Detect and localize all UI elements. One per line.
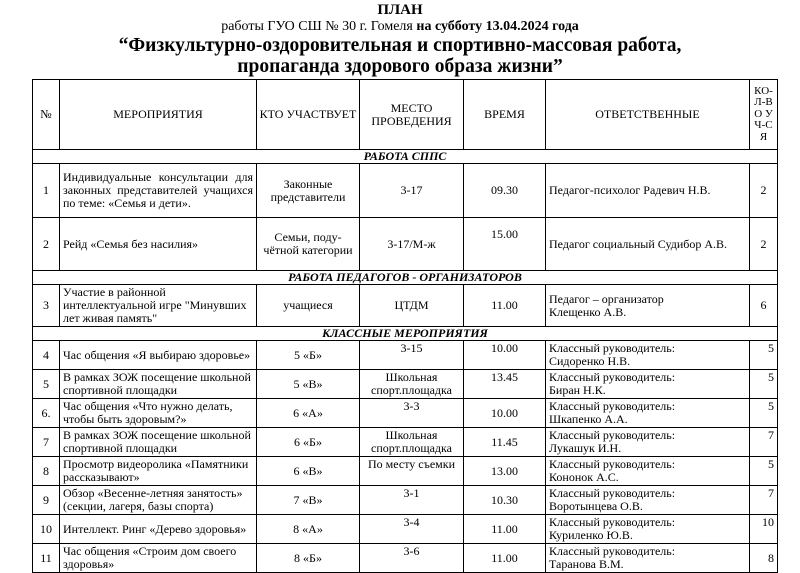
row-place: 3-4 <box>360 515 464 544</box>
row-responsible <box>546 544 750 573</box>
row-responsible <box>546 486 750 515</box>
row-count: 6 <box>750 285 778 327</box>
row-responsible <box>546 285 750 327</box>
row-time: 09.30 <box>464 164 546 218</box>
row-num: 11 <box>33 544 60 573</box>
resp-person: Кононок А.С. <box>549 470 619 484</box>
resp-role: Классный руководитель: <box>549 341 676 355</box>
row-event: Индивидуальные консультации для законных представителей учащихся по теме: «Семья и дети». <box>60 164 257 218</box>
resp-role: Классный руководитель: <box>549 486 676 500</box>
table-row <box>33 285 778 327</box>
row-num: 5 <box>33 370 60 399</box>
resp-person: Сидоренко Н.В. <box>549 354 631 368</box>
resp-role: Классный руководитель: <box>549 399 676 413</box>
resp-person: Воротынцева О.В. <box>549 499 643 513</box>
row-num: 7 <box>33 428 60 457</box>
section-row <box>33 327 778 341</box>
row-responsible <box>546 370 750 399</box>
subtitle-date: на субботу 13.04.2024 года <box>416 19 579 34</box>
row-event: Час общения «Строим дом своего здоровья» <box>60 544 257 573</box>
resp-role: Классный руководитель: <box>549 428 676 442</box>
row-event: В рамках ЗОЖ посещение школьной спортивной площадки <box>60 370 257 399</box>
document-header <box>0 0 800 77</box>
table-row <box>33 544 778 573</box>
row-event: Участие в районной интеллектуальной игре "Минувших лет живая память" <box>60 285 257 327</box>
row-place: Школьная спорт.площадка <box>360 370 464 399</box>
row-who: 7 «В» <box>257 486 360 515</box>
row-count: 5 <box>750 399 778 428</box>
row-responsible <box>546 399 750 428</box>
col-header-who: КТО УЧАСТВУЕТ <box>257 80 360 150</box>
row-count: 2 <box>750 164 778 218</box>
resp-person: Клещенко А.В. <box>549 304 627 319</box>
col-header-event: МЕРОПРИЯТИЯ <box>60 80 257 150</box>
row-event: Обзор «Весенне-летняя занятость» (секции, лагеря, базы спорта) <box>60 486 257 515</box>
table-row <box>33 218 778 271</box>
row-place: 3-15 <box>360 341 464 370</box>
col-header-place: МЕСТО ПРОВЕДЕНИЯ <box>360 80 464 150</box>
row-who: 6 «А» <box>257 399 360 428</box>
row-responsible <box>546 457 750 486</box>
row-num: 4 <box>33 341 60 370</box>
row-time: 10.00 <box>464 399 546 428</box>
row-event: Просмотр видеоролика «Памятники рассказывают» <box>60 457 257 486</box>
row-num: 3 <box>33 285 60 327</box>
resp-person: Куриленко Ю.В. <box>549 528 633 542</box>
row-count: 7 <box>750 428 778 457</box>
resp-person: Лукашук И.Н. <box>549 441 622 455</box>
resp-role: Классный руководитель: <box>549 457 676 471</box>
row-num: 1 <box>33 164 60 218</box>
row-who: учащиеся <box>257 285 360 327</box>
table-row <box>33 341 778 370</box>
table-row <box>33 428 778 457</box>
row-count: 5 <box>750 370 778 399</box>
row-place: 3-17/М-ж <box>360 218 464 271</box>
plan-table <box>32 79 778 573</box>
row-count: 5 <box>750 341 778 370</box>
row-responsible: Педагог-психолог Радевич Н.В. <box>546 164 750 218</box>
resp-person: Таранова В.М. <box>549 557 624 571</box>
row-place: 3-6 <box>360 544 464 573</box>
row-time: 13.00 <box>464 457 546 486</box>
row-who: 5 «В» <box>257 370 360 399</box>
row-time: 13.45 <box>464 370 546 399</box>
section-row <box>33 271 778 285</box>
resp-person: Биран Н.К. <box>549 383 606 397</box>
resp-role: Педагог – организатор <box>549 291 664 306</box>
row-event: Час общения «Что нужно делать, чтобы быть здоровым?» <box>60 399 257 428</box>
row-responsible <box>546 341 750 370</box>
table-row <box>33 399 778 428</box>
col-header-count: КО-Л-ВО УЧ-СЯ <box>750 80 778 150</box>
row-place: По месту съемки <box>360 457 464 486</box>
row-who: Законные представители <box>257 164 360 218</box>
row-time: 10.30 <box>464 486 546 515</box>
row-num: 6. <box>33 399 60 428</box>
plan-subtitle <box>0 19 800 35</box>
row-event: Интеллект. Ринг «Дерево здоровья» <box>60 515 257 544</box>
section-title: РАБОТА ПЕДАГОГОВ - ОРГАНИЗАТОРОВ <box>33 271 778 285</box>
row-time: 10.00 <box>464 341 546 370</box>
plan-topic-line2: пропаганда здорового образа жизни” <box>237 56 563 77</box>
col-header-time: ВРЕМЯ <box>464 80 546 150</box>
row-who: 8 «А» <box>257 515 360 544</box>
row-who: 8 «Б» <box>257 544 360 573</box>
table-row <box>33 164 778 218</box>
table-header-row <box>33 80 778 150</box>
row-event: Час общения «Я выбираю здоровье» <box>60 341 257 370</box>
table-row <box>33 486 778 515</box>
row-place: 3-1 <box>360 486 464 515</box>
row-place: ЦТДМ <box>360 285 464 327</box>
row-time: 11.00 <box>464 544 546 573</box>
row-place: 3-3 <box>360 399 464 428</box>
row-count: 8 <box>750 544 778 573</box>
row-time: 11.45 <box>464 428 546 457</box>
subtitle-plain: работы ГУО СШ № 30 г. Гомеля <box>221 19 413 34</box>
section-title: РАБОТА СППС <box>33 150 778 164</box>
section-title: КЛАССНЫЕ МЕРОПРИЯТИЯ <box>33 327 778 341</box>
plan-topic-line1: “Физкультурно-оздоровительная и спортивно-массовая работа, <box>118 35 682 56</box>
row-who: Семьи, поду-чётной категории <box>257 218 360 271</box>
row-count: 2 <box>750 218 778 271</box>
row-place: Школьная спорт.площадка <box>360 428 464 457</box>
section-row <box>33 150 778 164</box>
row-responsible: Педагог социальный Судибор А.В. <box>546 218 750 271</box>
row-num: 2 <box>33 218 60 271</box>
table-row <box>33 370 778 399</box>
row-count: 7 <box>750 486 778 515</box>
col-header-num: № <box>33 80 60 150</box>
row-event: Рейд «Семья без насилия» <box>60 218 257 271</box>
resp-role: Классный руководитель: <box>549 515 676 529</box>
row-num: 8 <box>33 457 60 486</box>
row-time: 15.00 <box>464 218 546 271</box>
row-who: 6 «В» <box>257 457 360 486</box>
resp-role: Классный руководитель: <box>549 370 676 384</box>
row-num: 10 <box>33 515 60 544</box>
col-header-resp: ОТВЕТСТВЕННЫЕ <box>546 80 750 150</box>
resp-role: Классный руководитель: <box>549 544 676 558</box>
row-place: 3-17 <box>360 164 464 218</box>
table-row <box>33 457 778 486</box>
row-who: 6 «Б» <box>257 428 360 457</box>
table-row <box>33 515 778 544</box>
row-who: 5 «Б» <box>257 341 360 370</box>
row-event: В рамках ЗОЖ посещение школьной спортивной площадки <box>60 428 257 457</box>
row-time: 11.00 <box>464 515 546 544</box>
row-time: 11.00 <box>464 285 546 327</box>
row-responsible <box>546 428 750 457</box>
resp-person: Шкапенко А.А. <box>549 412 628 426</box>
row-count: 5 <box>750 457 778 486</box>
row-count: 10 <box>750 515 778 544</box>
plan-title: ПЛАН <box>377 2 423 18</box>
row-responsible <box>546 515 750 544</box>
row-num: 9 <box>33 486 60 515</box>
